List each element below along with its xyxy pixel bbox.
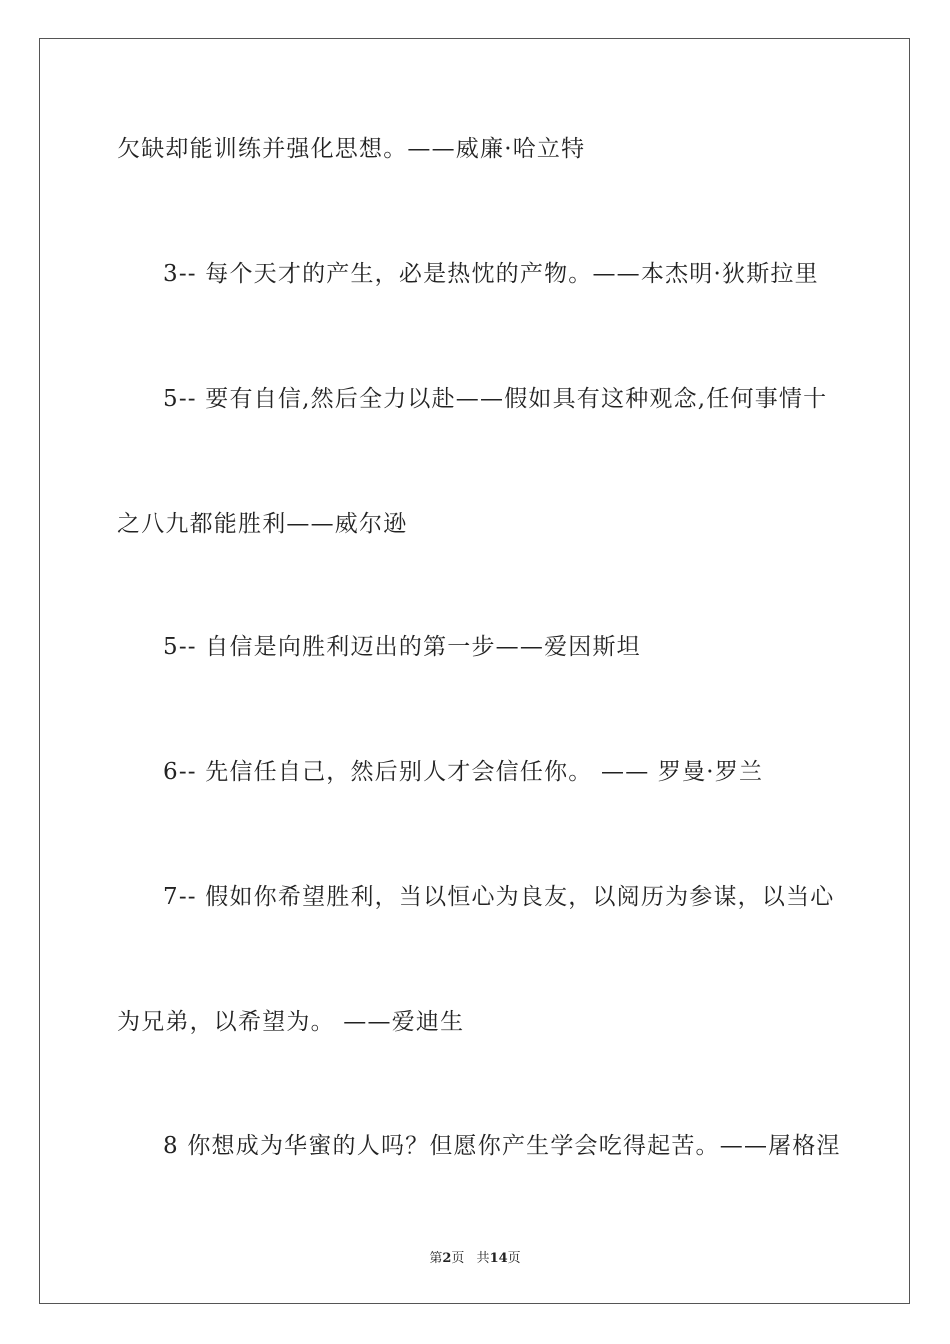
text-line-8: 为兄弟，以希望为。 ——爱迪生: [117, 1009, 465, 1035]
text-line-1: 欠缺却能训练并强化思想。——威廉·哈立特: [117, 136, 586, 162]
text-line-2: 3-- 每个天才的产生，必是热忱的产物。——本杰明·狄斯拉里: [163, 261, 819, 287]
total-pages: 共14页: [476, 1251, 521, 1266]
text-line-6: 6-- 先信任自己，然后别人才会信任你。 —— 罗曼·罗兰: [163, 759, 764, 785]
text-line-7: 7-- 假如你希望胜利，当以恒心为良友，以阅历为参谋，以当心: [163, 884, 835, 910]
text-line-9: 8 你想成为华蜜的人吗？但愿你产生学会吃得起苦。——屠格涅: [163, 1133, 841, 1159]
page-number: 第2页: [429, 1251, 465, 1266]
text-line-5: 5-- 自信是向胜利迈出的第一步——爱因斯坦: [163, 634, 641, 660]
page-footer: [0, 1247, 950, 1266]
text-line-3: 5-- 要有自信,然后全力以赴——假如具有这种观念,任何事情十: [163, 386, 828, 412]
text-line-4: 之八九都能胜利——威尔逊: [117, 511, 408, 537]
page-frame: [39, 38, 910, 1304]
